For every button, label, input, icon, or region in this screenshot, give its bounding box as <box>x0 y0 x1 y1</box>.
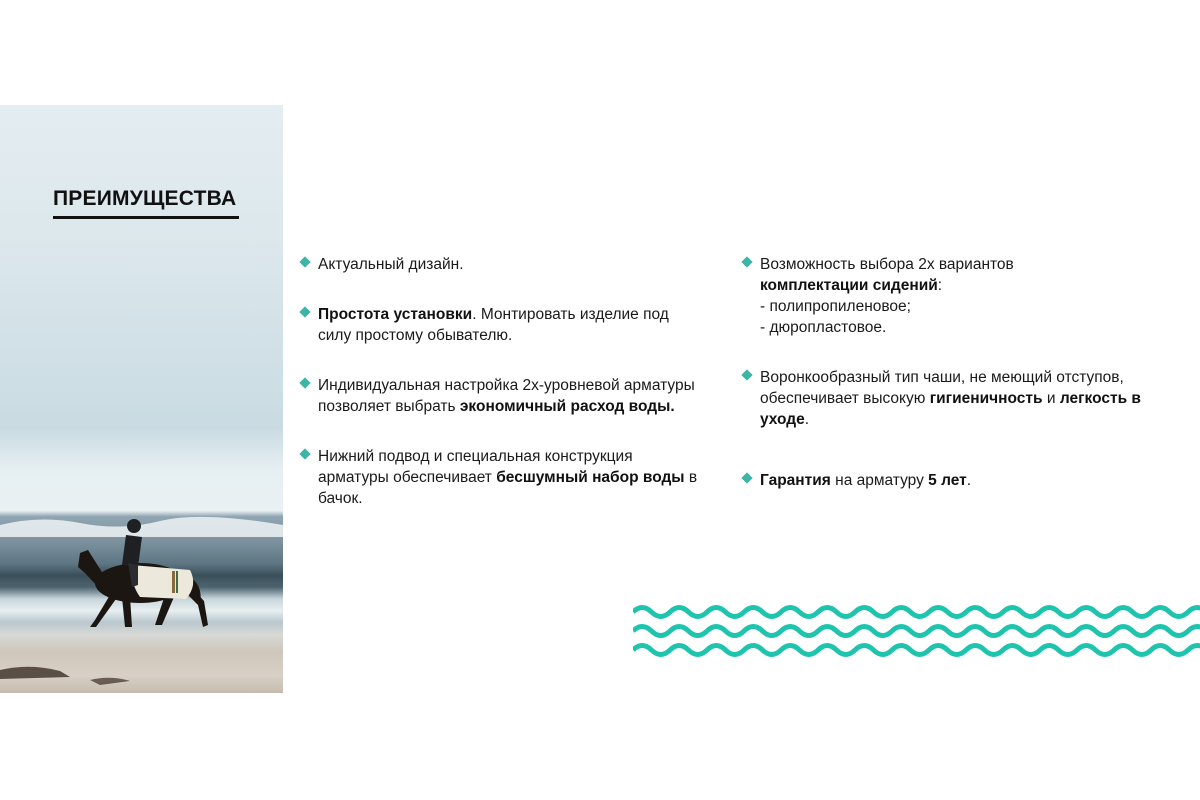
diamond-bullet-icon <box>741 472 752 483</box>
diamond-bullet-icon <box>741 256 752 267</box>
benefit-text: Нижний подвод и специальная конструкция арматуры обеспечивает <box>318 448 633 486</box>
benefit-item <box>300 375 700 417</box>
benefit-highlight: комплектации сидений <box>760 277 938 294</box>
benefit-item <box>300 304 700 346</box>
benefit-highlight: бесшумный набор воды <box>496 469 685 486</box>
benefit-text: Актуальный дизайн. <box>318 256 464 273</box>
benefits-left-column <box>300 254 700 509</box>
benefit-text: . <box>966 472 972 489</box>
benefit-item <box>742 367 1142 430</box>
benefit-highlight: 5 лет <box>928 472 967 489</box>
benefit-highlight: экономичный расход воды. <box>459 398 675 415</box>
section-title: ПРЕИМУЩЕСТВА <box>53 187 237 210</box>
benefit-highlight: гигиеничность <box>929 390 1043 407</box>
diamond-bullet-icon <box>299 448 310 459</box>
benefit-text: на арматуру <box>830 472 929 489</box>
benefit-text: . <box>804 411 810 428</box>
benefit-item <box>300 254 700 275</box>
seat-option: - дюропластовое. <box>760 319 887 336</box>
benefit-item <box>742 470 1142 491</box>
benefit-highlight: Простота установки <box>318 306 473 323</box>
diamond-bullet-icon <box>299 377 310 388</box>
decorative-waves-icon <box>633 600 1200 660</box>
benefit-item <box>300 446 700 509</box>
benefit-text: Воронкообразный тип чаши, не меющий отступов, обеспечивает высокую <box>760 369 1124 407</box>
benefit-highlight: легкость в уходе <box>760 390 1141 428</box>
diamond-bullet-icon <box>299 256 310 267</box>
diamond-bullet-icon <box>299 306 310 317</box>
benefit-text: Индивидуальная настройка 2х-уровневой арматуры позволяет выбрать <box>318 377 695 415</box>
benefit-text: в бачок. <box>318 469 698 507</box>
seat-option: - полипропиленовое; <box>760 298 911 315</box>
benefit-highlight: Гарантия <box>760 472 831 489</box>
benefits-right-column <box>742 254 1142 491</box>
benefit-text: . Монтировать изделие под силу простому обывателю. <box>318 306 669 344</box>
benefit-item <box>742 254 1142 338</box>
diamond-bullet-icon <box>741 369 752 380</box>
title-underline <box>53 216 239 219</box>
benefit-text: и <box>1042 390 1060 407</box>
benefit-text: Возможность выбора 2х вариантов <box>760 256 1014 273</box>
benefit-text: : <box>937 277 943 294</box>
